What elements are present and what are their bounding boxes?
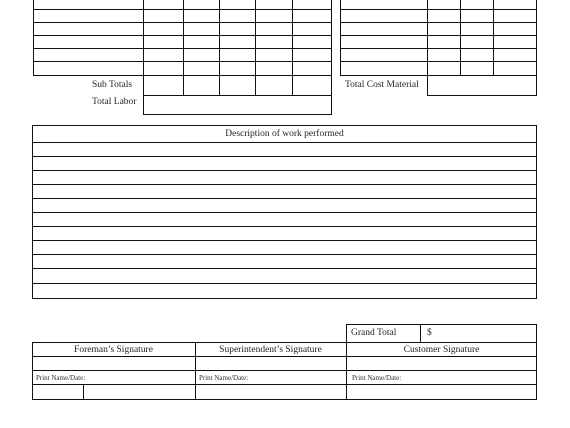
customer-signature-label: Customer Signature: [403, 345, 480, 355]
total-cost-material-field[interactable]: [428, 76, 536, 95]
description-line: [32, 212, 537, 213]
labor-subtotal-cell[interactable]: [293, 76, 331, 95]
foreman-signature-label: Foreman’s Signature: [74, 345, 153, 355]
labor-subtotal-cell[interactable]: [220, 76, 255, 95]
labor-table-rule: [143, 114, 332, 115]
customer-print-name-field[interactable]: [347, 385, 536, 399]
description-line: [32, 156, 537, 157]
foreman-print-name-field[interactable]: [33, 385, 83, 399]
description-header: Description of work performed: [225, 129, 344, 139]
material-table-rule: [460, 0, 461, 76]
description-line: [32, 142, 537, 143]
signature-rule: [32, 370, 537, 371]
description-line: [32, 184, 537, 185]
total-labor-field[interactable]: [144, 96, 331, 114]
description-line: [32, 240, 537, 241]
material-table-rule: [340, 48, 537, 49]
customer-print-name-label: Print Name/Date:: [352, 374, 402, 382]
description-line: [32, 254, 537, 255]
superintendent-signature-field[interactable]: [196, 357, 346, 370]
labor-table-rule: [331, 0, 332, 115]
material-table-rule: [340, 9, 537, 10]
labor-subtotals-label: Sub Totals: [92, 80, 133, 90]
superintendent-print-name-label: Print Name/Date:: [199, 374, 249, 382]
currency-symbol: $: [427, 328, 432, 338]
labor-subtotal-cell[interactable]: [184, 76, 219, 95]
foreman-print-name-label: Print Name/Date:: [36, 374, 86, 382]
foreman-signature-field[interactable]: [33, 357, 195, 370]
grand-total-divider: [420, 324, 421, 343]
customer-signature-field[interactable]: [347, 357, 536, 370]
material-table-rule: [493, 0, 494, 76]
labor-table-rule: [33, 0, 34, 76]
description-line: [32, 170, 537, 171]
material-table-rule: [340, 61, 537, 62]
superintendent-print-name-field[interactable]: [196, 385, 346, 399]
labor-subtotal-cell[interactable]: [144, 76, 183, 95]
description-line: [32, 198, 537, 199]
grand-total-label: Grand Total: [351, 328, 397, 338]
description-line: [32, 283, 537, 284]
material-table-rule: [340, 0, 341, 76]
material-table-rule: [340, 35, 537, 36]
superintendent-signature-label: Superintendent’s Signature: [219, 345, 322, 355]
grand-total-field[interactable]: [434, 325, 536, 342]
description-line: [32, 268, 537, 269]
total-cost-material-label: Total Cost Material: [345, 80, 419, 90]
labor-subtotal-cell[interactable]: [256, 76, 292, 95]
material-table-rule: [536, 0, 537, 96]
foreman-date-field[interactable]: [84, 385, 195, 399]
material-table-rule: [427, 95, 537, 96]
material-table-rule: [340, 22, 537, 23]
total-labor-label: Total Labor: [92, 97, 137, 107]
description-line: [32, 226, 537, 227]
